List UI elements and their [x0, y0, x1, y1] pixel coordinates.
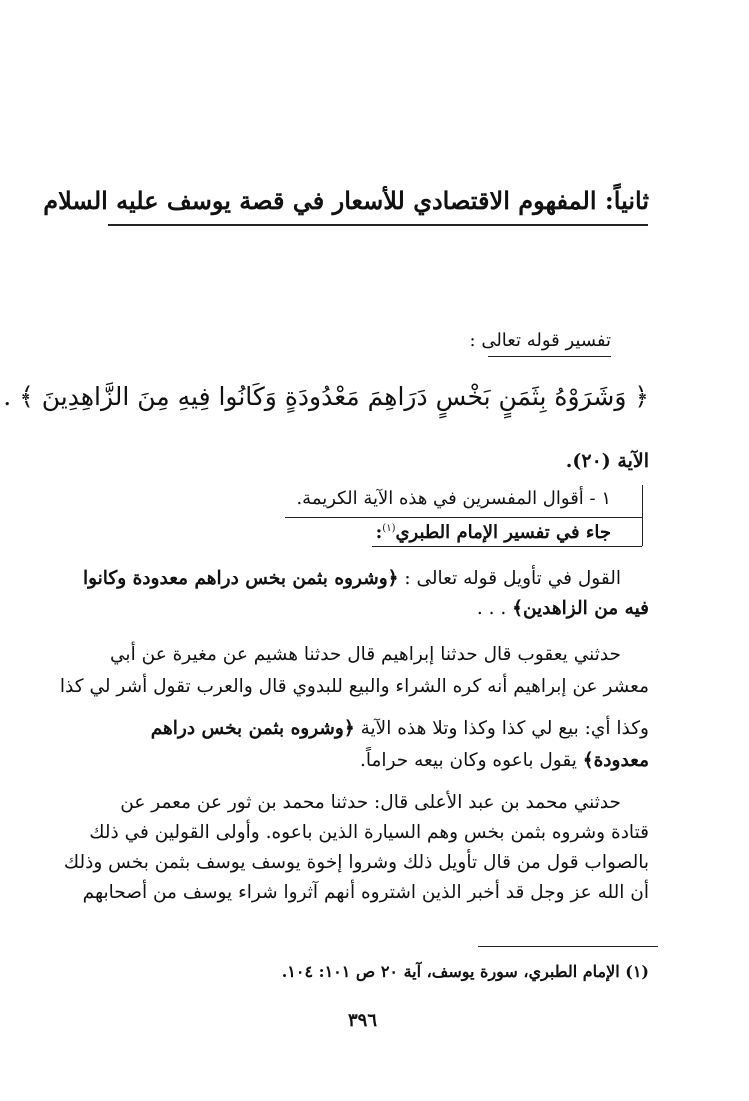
verse-quote: معدودة﴾ [582, 750, 649, 771]
text-line [83, 568, 621, 589]
verse-quote: ﴿وشروه بثمن بخس دراهم [150, 718, 355, 739]
tafsir-label: تفسير قوله تعالى : [469, 330, 611, 351]
footnote-mark: (١) [382, 523, 396, 534]
text-line: معشر عن إبراهيم أنه كره الشراء والبيع للبدوي قال والعرب تقول أشر لي كذا [59, 676, 649, 697]
heading-title: المفهوم الاقتصادي للأسعار في قصة يوسف عليه السلام [43, 186, 597, 215]
verse-quote: ﴿وشروه بثمن بخس دراهم معدودة وكانوا [82, 568, 399, 589]
text-line: أن الله عز وجل قد أخبر الذين اشتروه أنهم آثروا شراء يوسف من أصحابهم [82, 882, 649, 903]
page-number [0, 1010, 749, 1031]
tabari-colon: : [375, 522, 383, 543]
tabari-heading [376, 522, 611, 543]
interpreters-underline [285, 517, 643, 518]
section-heading [43, 186, 649, 215]
text-line: بالصواب قول من قال تأويل ذلك وشروا إخوة يوسف يوسف بثمن بخس وذلك [63, 852, 649, 873]
text-line: حدثني محمد بن عبد الأعلى قال: حدثنا محمد بن ثور عن معمر عن [120, 792, 621, 813]
text-line: حدثني يعقوب قال حدثنا إبراهيم قال حدثنا هشيم عن مغيرة عن أبي [110, 644, 621, 665]
text-run: يقول باعوه وكان بيعه حراماً. [360, 750, 577, 771]
tabari-underline [372, 546, 642, 547]
text-line [151, 718, 649, 739]
heading-prefix: ثانياً: [604, 186, 649, 215]
tabari-bracket-line [642, 517, 643, 546]
page-number-text: ٣٩٦ [347, 1010, 377, 1031]
text-line [477, 598, 649, 619]
heading-underline [108, 224, 648, 226]
text-run: وكذا أي: بيع لي كذا وكذا وتلا هذه الآية [360, 718, 649, 739]
text-line: قتادة وشروه بثمن بخس وهم السيارة الذين باعوه. وأولى القولين في ذلك [89, 822, 649, 843]
footnote-separator [478, 946, 658, 947]
quran-verse: ﴿ وَشَرَوْهُ بِثَمَنٍ بَخْسٍ دَرَاهِمَ مَعْدُودَةٍ وَكَانُوا فِيهِ مِنَ الزَّاهِدِينَ ﴾ . [3, 382, 649, 411]
interpreters-bracket-line [642, 485, 643, 517]
verse-reference: الآية (٢٠). [565, 450, 649, 472]
tabari-heading-text: جاء في تفسير الإمام الطبري [395, 522, 611, 543]
ellipsis: . . . [476, 598, 507, 619]
interpreters-heading: ١ - أقوال المفسرين في هذه الآية الكريمة. [296, 488, 611, 509]
text-run: القول في تأويل قوله تعالى : [404, 568, 621, 589]
tafsir-underline [488, 356, 611, 357]
footnote: (١) الإمام الطبري، سورة يوسف، آية ٢٠ ص ١٠١: ١٠٤. [281, 962, 649, 981]
text-line [360, 750, 649, 771]
verse-quote: فيه من الزاهدين﴾ [512, 598, 649, 619]
